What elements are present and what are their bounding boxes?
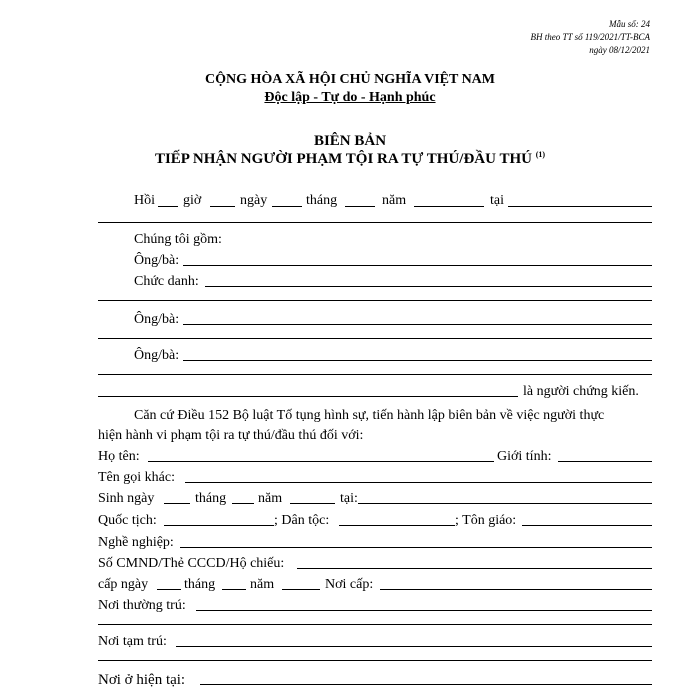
temporary-residence-label: Nơi tạm trú:	[98, 634, 167, 649]
issue-year-label: năm	[250, 577, 275, 592]
person-3-label: Ông/bà:	[134, 348, 180, 363]
gender-field[interactable]	[558, 461, 652, 462]
month-field[interactable]	[345, 206, 375, 207]
place-field[interactable]	[508, 206, 652, 207]
religion-label: ; Tôn giáo:	[455, 513, 517, 528]
person-2-field[interactable]	[183, 324, 652, 325]
permanent-residence-field-continued[interactable]	[98, 624, 652, 625]
permanent-residence-field[interactable]	[196, 610, 652, 611]
person-3-field[interactable]	[183, 360, 652, 361]
document-subtitle	[0, 150, 700, 168]
birth-place-label: tại:	[340, 491, 358, 506]
place-field-continued[interactable]	[98, 222, 652, 223]
id-number-field[interactable]	[297, 568, 652, 569]
day-field[interactable]	[272, 206, 302, 207]
id-number-label: Số CMND/Thẻ CCCD/Hộ chiếu:	[98, 556, 285, 571]
position-field[interactable]	[205, 286, 652, 287]
year-label: năm	[382, 193, 407, 208]
basis-line-1: Căn cứ Điều 152 Bộ luật Tố tụng hình sự, tiến hành lập biên bản về việc người thực	[134, 408, 605, 423]
form-code-block	[500, 18, 650, 57]
motto-text: Độc lập - Tự do - Hạnh phúc	[264, 90, 436, 105]
document-title: BIÊN BẢN	[313, 133, 387, 149]
full-name-field[interactable]	[148, 461, 494, 462]
person-2-field-continued[interactable]	[98, 338, 652, 339]
issued-date: ngày 08/12/2021	[589, 45, 650, 55]
day-label: ngày	[240, 193, 268, 208]
position-label: Chức danh:	[134, 274, 199, 289]
month-label: tháng	[306, 193, 338, 208]
ethnicity-field[interactable]	[339, 525, 455, 526]
full-name-label: Họ tên:	[98, 449, 140, 464]
other-name-label: Tên gọi khác:	[98, 470, 175, 485]
issued-by: BH theo TT số 119/2021/TT-BCA	[530, 32, 650, 42]
motto-heading	[0, 90, 700, 106]
birth-month-label: tháng	[195, 491, 227, 506]
occupation-field[interactable]	[180, 547, 652, 548]
issue-day-field[interactable]	[157, 589, 181, 590]
document-subtitle-text: TIẾP NHẬN NGƯỜI PHẠM TỘI RA TỰ THÚ/ĐẦU THÚ	[154, 151, 532, 167]
birth-month-field[interactable]	[232, 503, 254, 504]
place-label: tại	[490, 193, 504, 208]
birth-day-label: Sinh ngày	[98, 491, 155, 506]
person-1-label: Ông/bà:	[134, 253, 180, 268]
participants-intro: Chúng tôi gồm:	[134, 232, 222, 247]
hour-label: giờ	[183, 193, 202, 208]
temporary-residence-field-continued[interactable]	[98, 660, 652, 661]
temporary-residence-field[interactable]	[176, 646, 652, 647]
birth-day-field[interactable]	[164, 503, 190, 504]
occupation-label: Nghề nghiệp:	[98, 535, 174, 550]
witness-suffix: là người chứng kiến.	[523, 384, 639, 399]
issue-month-label: tháng	[184, 577, 216, 592]
hour-prefix-label: Hồi	[134, 193, 155, 208]
witness-field[interactable]	[98, 396, 518, 397]
hour-field[interactable]	[158, 206, 178, 207]
gender-label: Giới tính:	[497, 449, 552, 464]
nation-heading: CỘNG HÒA XÃ HỘI CHỦ NGHĨA VIỆT NAM	[204, 72, 495, 87]
basis-line-2: hiện hành vi phạm tội ra tự thú/đầu thú đối với:	[98, 428, 364, 443]
issue-place-label: Nơi cấp:	[325, 577, 374, 592]
footnote-marker: (1)	[535, 150, 546, 159]
nationality-field[interactable]	[164, 525, 274, 526]
ethnicity-label: ; Dân tộc:	[274, 513, 330, 528]
person-1-field[interactable]	[183, 265, 652, 266]
position-field-continued[interactable]	[98, 300, 652, 301]
issue-month-field[interactable]	[222, 589, 246, 590]
issue-place-field[interactable]	[380, 589, 652, 590]
birth-place-field[interactable]	[358, 503, 652, 504]
birth-year-field[interactable]	[290, 503, 335, 504]
current-residence-label: Nơi ở hiện tại:	[98, 672, 186, 688]
person-3-field-continued[interactable]	[98, 374, 652, 375]
religion-field[interactable]	[522, 525, 652, 526]
current-residence-field[interactable]	[200, 684, 652, 685]
issue-day-label: cấp ngày	[98, 577, 149, 592]
hour-value-field[interactable]	[210, 206, 235, 207]
person-2-label: Ông/bà:	[134, 312, 180, 327]
issue-year-field[interactable]	[282, 589, 320, 590]
birth-year-label: năm	[258, 491, 283, 506]
other-name-field[interactable]	[185, 482, 652, 483]
form-number: Mẫu số: 24	[609, 19, 650, 29]
nationality-label: Quốc tịch:	[98, 513, 157, 528]
permanent-residence-label: Nơi thường trú:	[98, 598, 186, 613]
year-field[interactable]	[414, 206, 484, 207]
